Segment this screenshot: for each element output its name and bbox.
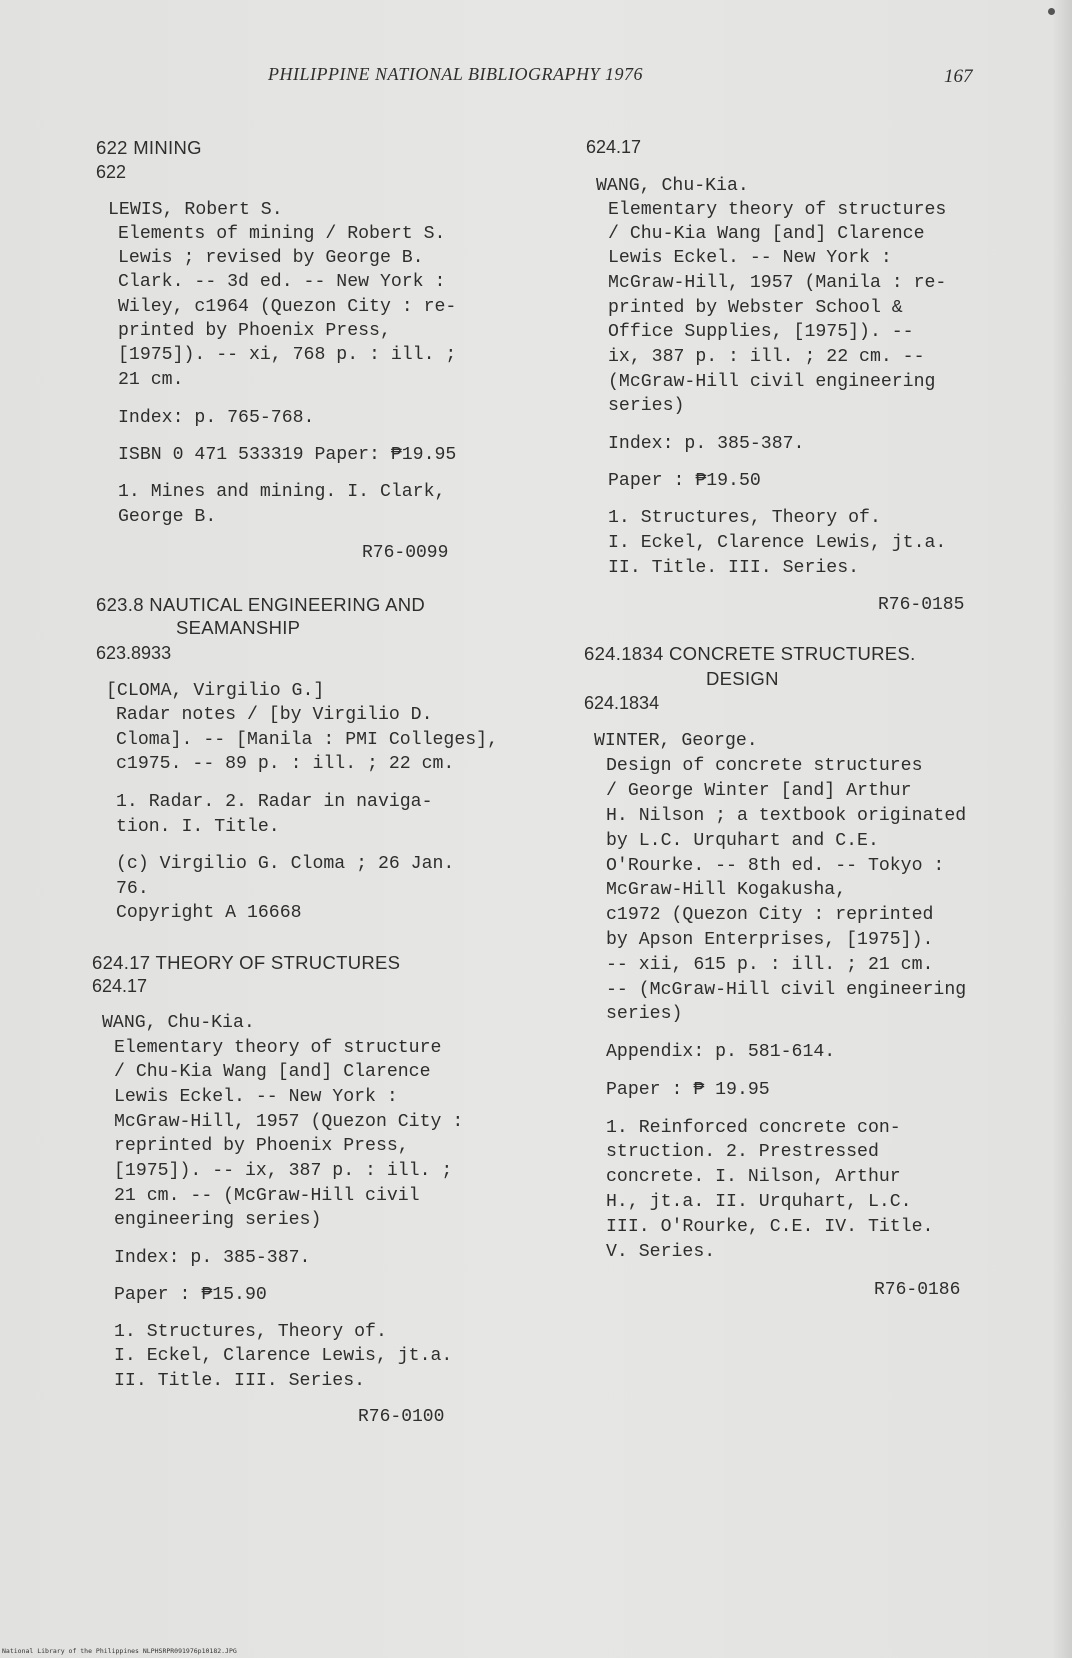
scan-footer: National Library of the Philippines NLPHSRPR091976p10182.JPG: [2, 1647, 237, 1655]
entry-line: McGraw-Hill, 1957 (Quezon City :: [114, 1112, 464, 1132]
entry-line: McGraw-Hill, 1957 (Manila : re-: [608, 273, 947, 293]
page-number: 167: [944, 66, 973, 87]
paper-price: Paper : ₱ 19.95: [606, 1080, 770, 1100]
entry-line: McGraw-Hill Kogakusha,: [606, 880, 847, 900]
subject-line: I. Eckel, Clarence Lewis, jt.a.: [608, 533, 947, 553]
entry-line: (McGraw-Hill civil engineering: [608, 372, 936, 392]
entry-line: Wiley, c1964 (Quezon City : re-: [118, 297, 457, 317]
record-number: R76-0100: [358, 1407, 445, 1427]
copyright-line: Copyright A 16668: [116, 903, 302, 923]
entry-line: / Chu-Kia Wang [and] Clarence: [608, 224, 925, 244]
subject-line: George B.: [118, 507, 217, 527]
copyright-line: 76.: [116, 879, 149, 899]
entry-line: Lewis Eckel. -- New York :: [608, 248, 892, 268]
entry-line: Cloma]. -- [Manila : PMI Colleges],: [116, 730, 498, 750]
entry-line: / Chu-Kia Wang [and] Clarence: [114, 1062, 431, 1082]
entry-line: H. Nilson ; a textbook originated: [606, 806, 967, 826]
entry-line: Lewis ; revised by George B.: [118, 248, 424, 268]
record-number: R76-0186: [874, 1280, 961, 1300]
subject-line: struction. 2. Prestressed: [606, 1142, 879, 1162]
appendix-note: Appendix: p. 581-614.: [606, 1042, 836, 1062]
entry-line: Elementary theory of structures: [608, 200, 947, 220]
entry-line: printed by Webster School &: [608, 298, 903, 318]
corner-dot: [1048, 8, 1055, 15]
subject-line: tion. I. Title.: [116, 817, 280, 837]
subject-line: II. Title. III. Series.: [608, 558, 860, 578]
entry-line: Clark. -- 3d ed. -- New York :: [118, 272, 446, 292]
entry-line: printed by Phoenix Press,: [118, 321, 391, 341]
class-number: 622: [96, 162, 127, 182]
entry-line: Design of concrete structures: [606, 756, 923, 776]
section-heading-nautical: 623.8 NAUTICAL ENGINEERING AND: [96, 594, 426, 615]
subject-line: 1. Radar. 2. Radar in naviga-: [116, 792, 433, 812]
entry-line: WINTER, George.: [594, 731, 758, 751]
class-number: 624.17: [586, 137, 642, 157]
index-note: Index: p. 385-387.: [114, 1248, 311, 1268]
copyright-line: (c) Virgilio G. Cloma ; 26 Jan.: [116, 854, 455, 874]
entry-line: c1972 (Quezon City : reprinted: [606, 905, 934, 925]
section-heading-concrete: 624.1834 CONCRETE STRUCTURES.: [584, 643, 916, 664]
paper-price: Paper : ₱19.50: [608, 471, 761, 491]
subject-line: 1. Structures, Theory of.: [114, 1322, 387, 1342]
subject-line: I. Eckel, Clarence Lewis, jt.a.: [114, 1346, 453, 1366]
paper-price: Paper : ₱15.90: [114, 1285, 267, 1305]
entry-line: [1975]). -- ix, 387 p. : ill. ;: [114, 1161, 453, 1181]
entry-line: LEWIS, Robert S.: [108, 200, 283, 220]
entry-line: Office Supplies, [1975]). --: [608, 322, 914, 342]
section-heading-nautical-cont: SEAMANSHIP: [176, 617, 301, 638]
entry-line: WANG, Chu-Kia.: [596, 176, 749, 196]
class-number: 623.8933: [96, 643, 172, 663]
entry-line: by Apson Enterprises, [1975]).: [606, 930, 934, 950]
entry-line: engineering series): [114, 1210, 322, 1230]
entry-line: O'Rourke. -- 8th ed. -- Tokyo :: [606, 856, 945, 876]
entry-line: ix, 387 p. : ill. ; 22 cm. --: [608, 347, 925, 367]
section-heading-structures: 624.17 THEORY OF STRUCTURES: [92, 952, 401, 973]
subject-line: 1. Reinforced concrete con-: [606, 1118, 901, 1138]
section-heading-mining: 622 MINING: [96, 137, 202, 158]
page-edge-shadow: [1052, 0, 1072, 1658]
entry-line: 21 cm.: [118, 370, 184, 390]
subject-line: H., jt.a. II. Urquhart, L.C.: [606, 1192, 912, 1212]
class-number: 624.1834: [584, 693, 660, 713]
class-number: 624.17: [92, 976, 148, 996]
section-heading-concrete-cont: DESIGN: [706, 668, 779, 689]
record-number: R76-0099: [362, 543, 449, 563]
record-number: R76-0185: [878, 595, 965, 615]
entry-line: series): [608, 396, 685, 416]
subject-line: concrete. I. Nilson, Arthur: [606, 1167, 901, 1187]
entry-line: [1975]). -- xi, 768 p. : ill. ;: [118, 345, 457, 365]
entry-line: WANG, Chu-Kia.: [102, 1013, 255, 1033]
entry-line: [CLOMA, Virgilio G.]: [106, 681, 325, 701]
entry-line: 21 cm. -- (McGraw-Hill civil: [114, 1186, 420, 1206]
entry-line: / George Winter [and] Arthur: [606, 781, 912, 801]
entry-line: -- xii, 615 p. : ill. ; 21 cm.: [606, 955, 934, 975]
entry-line: Elementary theory of structure: [114, 1038, 442, 1058]
subject-line: 1. Mines and mining. I. Clark,: [118, 482, 446, 502]
entry-line: series): [606, 1004, 683, 1024]
index-note: Index: p. 385-387.: [608, 434, 805, 454]
subject-line: 1. Structures, Theory of.: [608, 508, 881, 528]
entry-line: by L.C. Urquhart and C.E.: [606, 831, 879, 851]
subject-line: III. O'Rourke, C.E. IV. Title.: [606, 1217, 934, 1237]
index-note: Index: p. 765-768.: [118, 408, 315, 428]
running-head: PHILIPPINE NATIONAL BIBLIOGRAPHY 1976: [268, 64, 643, 84]
subject-line: V. Series.: [606, 1242, 716, 1262]
entry-line: c1975. -- 89 p. : ill. ; 22 cm.: [116, 754, 455, 774]
subject-line: II. Title. III. Series.: [114, 1371, 366, 1391]
entry-line: Lewis Eckel. -- New York :: [114, 1087, 398, 1107]
entry-line: -- (McGraw-Hill civil engineering: [606, 980, 967, 1000]
entry-line: reprinted by Phoenix Press,: [114, 1136, 409, 1156]
isbn-note: ISBN 0 471 533319 Paper: ₱19.95: [118, 445, 457, 465]
entry-line: Elements of mining / Robert S.: [118, 224, 446, 244]
entry-line: Radar notes / [by Virgilio D.: [116, 705, 433, 725]
